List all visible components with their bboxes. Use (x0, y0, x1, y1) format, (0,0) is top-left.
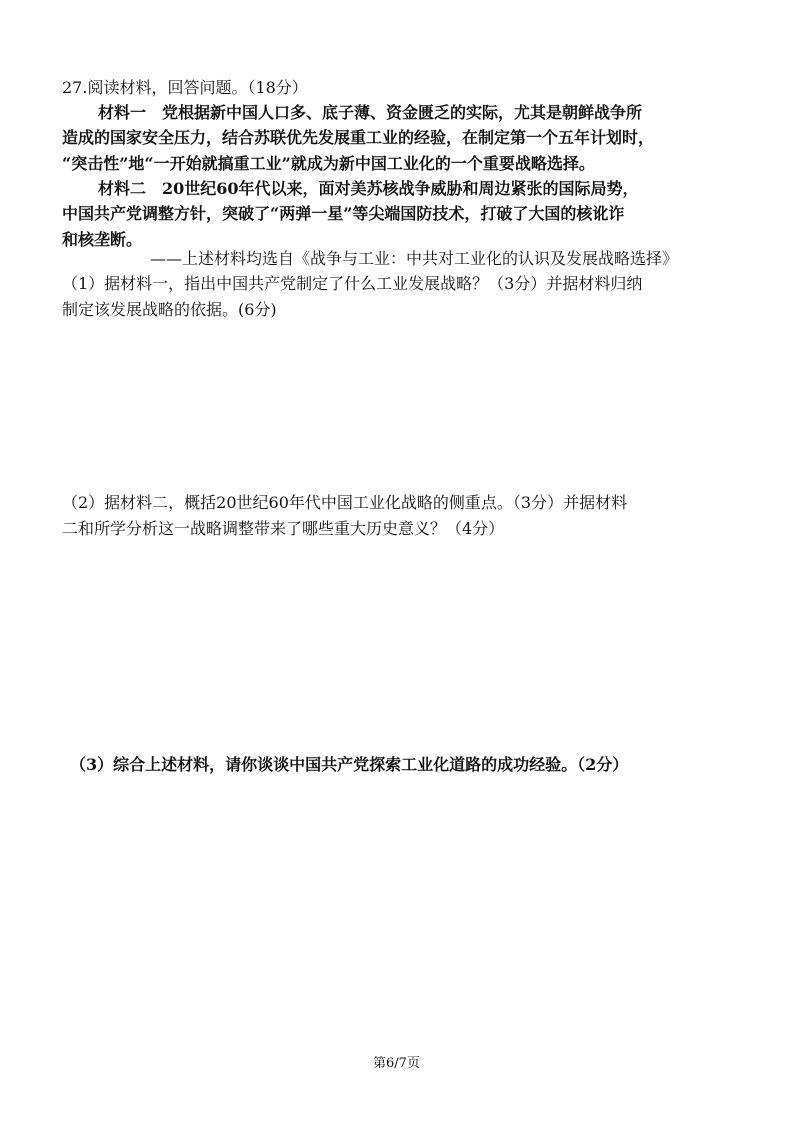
sub-question-2-line-1: （2）据材料二，概括20世纪60年代中国工业化战略的侧重点。（3分）并据材料 (62, 493, 628, 512)
material-one-line-3: “突击性”地“一开始就搞重工业”就成为新中国工业化的一个重要战略选择。 (62, 154, 595, 173)
material-two-line-3: 和核垄断。 (62, 230, 143, 249)
sub-question-1-line-2: 制定该发展战略的依据。(6分) (62, 300, 277, 319)
material-source: ——上述材料均选自《战争与工业：中共对工业化的认识及发展战略选择》 (150, 249, 679, 268)
page-number: 第6/7页 (373, 1056, 420, 1071)
sub-question-2-line-2: 二和所学分析这一战略调整带来了哪些重大历史意义？（4分） (62, 519, 505, 538)
material-two-line-2: 中国共产党调整方针，突破了“两弹一星”等尖端国防技术，打破了大国的核讹诈 (62, 204, 625, 223)
material-one-line-2: 造成的国家安全压力，结合苏联优先发展重工业的经验，在制定第一个五年计划时， (62, 128, 655, 147)
sub-question-3-line-1: （3）综合上述材料，请你谈谈中国共产党探索工业化道路的成功经验。（2分） (70, 755, 629, 774)
material-one-line-1: 材料一 党根据新中国人口多、底子薄、资金匮乏的实际，尤其是朝鲜战争所 (98, 103, 643, 122)
question-title: 27.阅读材料，回答问题。（18分） (62, 78, 308, 97)
material-two-line-1: 材料二 20世纪60年代以来，面对美苏核战争威胁和周边紧张的国际局势， (98, 179, 639, 198)
sub-question-1-line-1: （1）据材料一，指出中国共产党制定了什么工业发展战略？（3分）并据材料归纳 (62, 274, 643, 293)
